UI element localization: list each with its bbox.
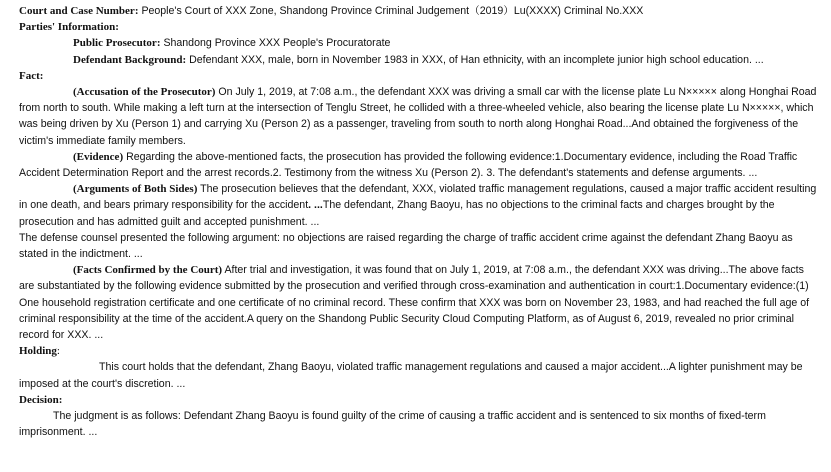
- accusation-text: On July 1, 2019, at 7:08 a.m., the defendant XXX was driving a small car with the license plate Lu N××××× along Honghai Road from north to south. While making a left turn at the intersection of Tenglu Street, he collided with a three-wheeled vehicle, also bearing the license plate Lu N×××××, which was being driven by Xu (Person 1) and carrying Xu (Person 2) as a passenger, traveling from south to north along Honghai Road...And obtained the forgiveness of the victim's immediate family members.: [19, 86, 817, 147]
- holding-paragraph: This court holds that the defendant, Zhang Baoyu, violated traffic management regulations and caused a major accident...A lighter punishment may be imposed at the court's discretion. ...: [19, 361, 803, 390]
- defendant-label: Defendant Background: [73, 53, 183, 66]
- accusation-paragraph: [19, 84, 819, 149]
- arguments-label: (Arguments of Both Sides): [73, 183, 198, 196]
- prosecutor-line: Public Prosecutor: Shandong Province XXX People's Procuratorate: [73, 37, 391, 50]
- court-case-value: People's Court of XXX Zone, Shandong Province Criminal Judgement（2019）Lu(XXXX) Criminal No.XXX: [141, 5, 644, 17]
- evidence-label: (Evidence): [73, 150, 124, 163]
- defendant-value: Defendant XXX, male, born in November 1983 in XXX, of Han ethnicity, with an incomplete junior high school education. ...: [189, 53, 764, 66]
- decision-heading: Decision:: [19, 393, 63, 406]
- prosecutor-label: Public Prosecutor: [73, 37, 157, 50]
- evidence-text: Regarding the above-mentioned facts, the prosecution has provided the following evidence:1.Documentary evidence, including the Road Traffic Accident Determination Report and the arrest records.2. Testimony from the witness Xu (Person 2). 3. The defendant's statements and defense arguments. ...: [19, 150, 798, 180]
- decision-paragraph: The judgment is as follows: Defendant Zhang Baoyu is found guilty of the crime of causing a traffic accident and is sentenced to six months of fixed-term imprisonment. ...: [19, 410, 766, 439]
- confirmed-label: (Facts Confirmed by the Court): [73, 264, 223, 277]
- arguments-ellipsis: . ...: [308, 199, 323, 212]
- prosecutor-value: Shandong Province XXX People's Procuratorate: [163, 37, 391, 50]
- parties-heading: Parties' Information:: [19, 21, 119, 34]
- arguments-text-1: The prosecution believes that the defendant, XXX, violated traffic management regulations, caused a major traffic accident resulting in one death, and bears primary responsibility for the accident: [19, 183, 817, 212]
- arguments-text-2: The defendant, Zhang Baoyu, has no objections to the criminal facts and charges brought by the prosecution and has admitted guilt and accepted punishment. ...: [19, 199, 775, 228]
- holding-heading: Holding:: [19, 345, 60, 358]
- confirmed-paragraph: [19, 262, 819, 343]
- fact-heading: Fact:: [19, 69, 44, 82]
- defense-paragraph: The defense counsel presented the following argument: no objections are raised regarding the charge of traffic accident crime against the defendant Zhang Baoyu as stated in the indictment. ...: [19, 231, 793, 261]
- court-case-label: Court and Case Number: [19, 5, 135, 17]
- court-case-line: Court and Case Number: People's Court of XXX Zone, Shandong Province Criminal Judgement（2019）Lu(XXXX) Criminal No.XXX: [19, 5, 644, 17]
- defendant-line: Defendant Background: Defendant XXX, male, born in November 1983 in XXX, of Han ethnicity, with an incomplete junior high school education. ...: [73, 53, 764, 66]
- accusation-label: (Accusation of the Prosecutor): [73, 86, 216, 99]
- arguments-paragraph: [19, 181, 819, 230]
- confirmed-text: After trial and investigation, it was found that on July 1, 2019, at 7:08 a.m., the defendant XXX was driving...The above facts are substantiated by the following evidence submitted by the prosecution and verified through cross-examination and authentication in court:1.Documentary evidence:(1) One household registration certificate and one certificate of no criminal record. These confirm that XXX was born on November 23, 1983, and had reached the full age of criminal responsibility at the time of the accident.A query on the Shandong Public Security Cloud Computing Platform, as of August 6, 2019, revealed no prior criminal record for XXX. ...: [19, 264, 810, 342]
- evidence-paragraph: [19, 149, 819, 181]
